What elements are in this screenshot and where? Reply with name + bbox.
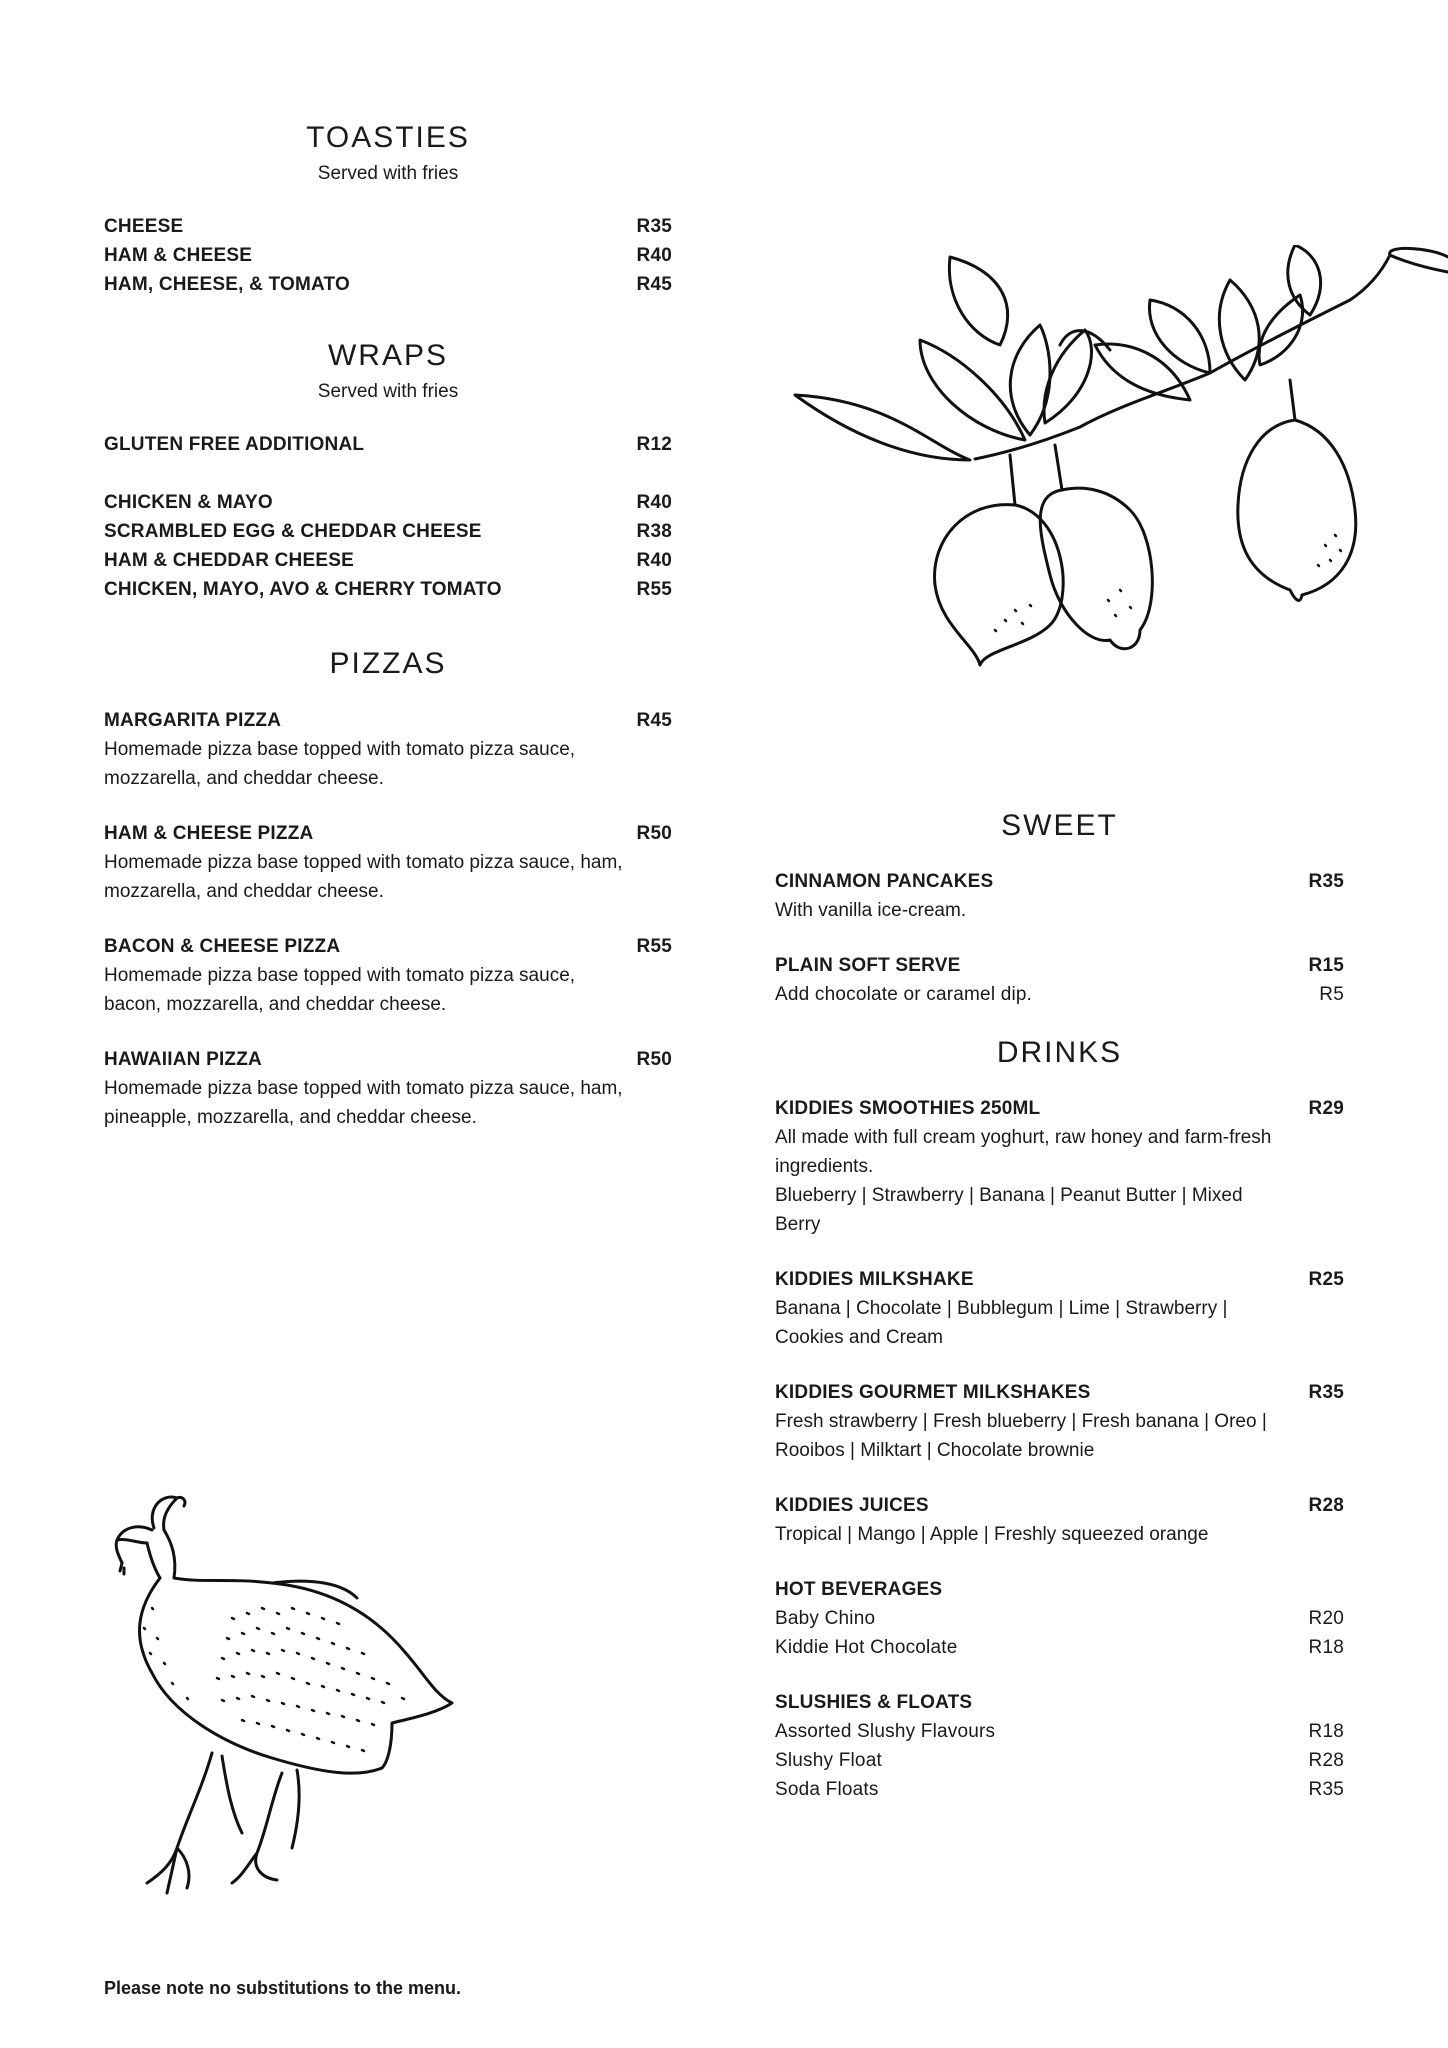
- drinks-list: [775, 1094, 1344, 1804]
- menu-item: [104, 819, 672, 906]
- item-description: ingredients.: [775, 1156, 874, 1177]
- item-flavours: Fresh strawberry | Fresh blueberry | Fresh banana | Oreo |: [775, 1411, 1267, 1432]
- item-name: HAM & CHEESE PIZZA: [104, 823, 314, 844]
- item-name: CINNAMON PANCAKES: [775, 871, 994, 892]
- item-price: R50: [636, 823, 672, 844]
- sweet-title: SWEET: [1001, 809, 1118, 842]
- item-price: R45: [636, 274, 672, 295]
- item-description: Homemade pizza base topped with tomato pizza sauce,: [104, 739, 576, 760]
- menu-item-slushies-floats: [775, 1688, 1344, 1804]
- menu-item: [775, 951, 1344, 1009]
- sweet-section: [775, 808, 1344, 1009]
- item-price: R55: [636, 579, 672, 600]
- item-name: CHEESE: [104, 216, 184, 237]
- item-flavours: Berry: [775, 1214, 821, 1235]
- item-name: Assorted Slushy Flavours: [775, 1721, 996, 1742]
- item-name: Baby Chino: [775, 1608, 876, 1629]
- item-price: R35: [636, 216, 672, 237]
- drinks-section: [775, 1035, 1344, 1804]
- item-name: HAWAIIAN PIZZA: [104, 1049, 262, 1070]
- item-price: R25: [1308, 1269, 1344, 1290]
- menu-item: [104, 488, 672, 517]
- item-description: With vanilla ice-cream.: [775, 900, 967, 921]
- item-price: R35: [1308, 871, 1344, 892]
- drinks-title: DRINKS: [996, 1036, 1123, 1069]
- wraps-section: [104, 338, 672, 604]
- item-price: R28: [1308, 1750, 1344, 1771]
- item-price: R40: [636, 492, 672, 513]
- item-description: Homemade pizza base topped with tomato pizza sauce, ham,: [104, 852, 623, 873]
- item-addon-price: R5: [1319, 984, 1344, 1005]
- item-name: HOT BEVERAGES: [775, 1579, 943, 1600]
- item-name: PLAIN SOFT SERVE: [775, 955, 961, 976]
- item-name: HAM & CHEDDAR CHEESE: [104, 550, 354, 571]
- item-description: Homemade pizza base topped with tomato pizza sauce, ham,: [104, 1078, 623, 1099]
- menu-item: [104, 1045, 672, 1132]
- item-name: SLUSHIES & FLOATS: [775, 1692, 973, 1713]
- toasties-section: [104, 120, 672, 299]
- item-description: bacon, mozzarella, and cheddar cheese.: [104, 994, 447, 1015]
- toasties-title: TOASTIES: [306, 121, 470, 154]
- pizzas-section: [104, 646, 672, 1132]
- sub-item: [775, 1633, 1344, 1662]
- menu-item: [104, 517, 672, 546]
- menu-item-hot-beverages: [775, 1575, 1344, 1662]
- left-column: [104, 120, 672, 1158]
- item-description: Add chocolate or caramel dip.: [775, 984, 1033, 1005]
- item-name: KIDDIES MILKSHAKE: [775, 1269, 974, 1290]
- menu-item-gourmet-milkshakes: [775, 1378, 1344, 1465]
- item-flavours: Cookies and Cream: [775, 1327, 943, 1348]
- item-price: R20: [1308, 1608, 1344, 1629]
- footer-note: Please note no substitutions to the menu.: [104, 1978, 462, 1998]
- item-name: Kiddie Hot Chocolate: [775, 1637, 958, 1658]
- item-name: BACON & CHEESE PIZZA: [104, 936, 341, 957]
- menu-item-milkshake: [775, 1265, 1344, 1352]
- item-price: R12: [636, 434, 672, 455]
- menu-item: [775, 867, 1344, 925]
- item-description: mozzarella, and cheddar cheese.: [104, 768, 384, 789]
- menu-item: [104, 932, 672, 1019]
- toasties-subtitle: Served with fries: [317, 163, 459, 184]
- menu-item: [104, 241, 672, 270]
- wraps-title: WRAPS: [327, 339, 448, 372]
- toasties-list: [104, 212, 672, 299]
- sweet-list: [775, 867, 1344, 1009]
- item-name: HAM & CHEESE: [104, 245, 253, 266]
- menu-item-smoothies: [775, 1094, 1344, 1239]
- item-description: mozzarella, and cheddar cheese.: [104, 881, 384, 902]
- item-price: R35: [1308, 1382, 1344, 1403]
- item-price: R35: [1308, 1779, 1344, 1800]
- menu-item: [104, 212, 672, 241]
- item-name: Soda Floats: [775, 1779, 879, 1800]
- menu-item-gluten-free: [104, 430, 672, 459]
- item-price: R15: [1308, 955, 1344, 976]
- item-price: R45: [636, 710, 672, 731]
- menu-item-juices: [775, 1491, 1344, 1549]
- item-price: R18: [1308, 1721, 1344, 1742]
- wraps-subtitle: Served with fries: [317, 381, 459, 402]
- item-price: R29: [1308, 1098, 1344, 1119]
- item-price: R40: [636, 550, 672, 571]
- item-name: CHICKEN & MAYO: [104, 492, 273, 513]
- sub-item: [775, 1604, 1344, 1633]
- item-description: pineapple, mozzarella, and cheddar cheese.: [104, 1107, 477, 1128]
- sub-item: [775, 1746, 1344, 1775]
- lemon-branch-icon: [790, 245, 1448, 675]
- item-price: R50: [636, 1049, 672, 1070]
- item-name: GLUTEN FREE ADDITIONAL: [104, 434, 365, 455]
- item-name: CHICKEN, MAYO, AVO & CHERRY TOMATO: [104, 579, 502, 600]
- item-flavours: Blueberry | Strawberry | Banana | Peanut Butter | Mixed: [775, 1185, 1243, 1206]
- menu-item: [104, 546, 672, 575]
- wraps-list: [104, 430, 672, 604]
- item-description: All made with full cream yoghurt, raw honey and farm-fresh: [775, 1127, 1272, 1148]
- item-name: Slushy Float: [775, 1750, 882, 1771]
- sub-item: [775, 1775, 1344, 1804]
- item-description: Homemade pizza base topped with tomato pizza sauce,: [104, 965, 576, 986]
- item-name: KIDDIES GOURMET MILKSHAKES: [775, 1382, 1091, 1403]
- guineafowl-icon: [92, 1488, 472, 1898]
- item-name: KIDDIES JUICES: [775, 1495, 929, 1516]
- item-price: R38: [636, 521, 672, 542]
- item-flavours: Tropical | Mango | Apple | Freshly squeezed orange: [775, 1524, 1209, 1545]
- item-name: MARGARITA PIZZA: [104, 710, 282, 731]
- item-name: KIDDIES SMOOTHIES 250ML: [775, 1098, 1041, 1119]
- item-flavours: Banana | Chocolate | Bubblegum | Lime | Strawberry |: [775, 1298, 1228, 1319]
- menu-item: [104, 270, 672, 299]
- menu-item: [104, 706, 672, 793]
- pizzas-list: [104, 706, 672, 1132]
- sub-item: [775, 1717, 1344, 1746]
- item-flavours: Rooibos | Milktart | Chocolate brownie: [775, 1440, 1095, 1461]
- item-price: R18: [1308, 1637, 1344, 1658]
- pizzas-title: PIZZAS: [329, 647, 447, 680]
- item-price: R40: [636, 245, 672, 266]
- item-name: SCRAMBLED EGG & CHEDDAR CHEESE: [104, 521, 482, 542]
- item-price: R28: [1308, 1495, 1344, 1516]
- right-column: [775, 808, 1344, 1830]
- item-price: R55: [636, 936, 672, 957]
- menu-item: [104, 575, 672, 604]
- item-name: HAM, CHEESE, & TOMATO: [104, 274, 350, 295]
